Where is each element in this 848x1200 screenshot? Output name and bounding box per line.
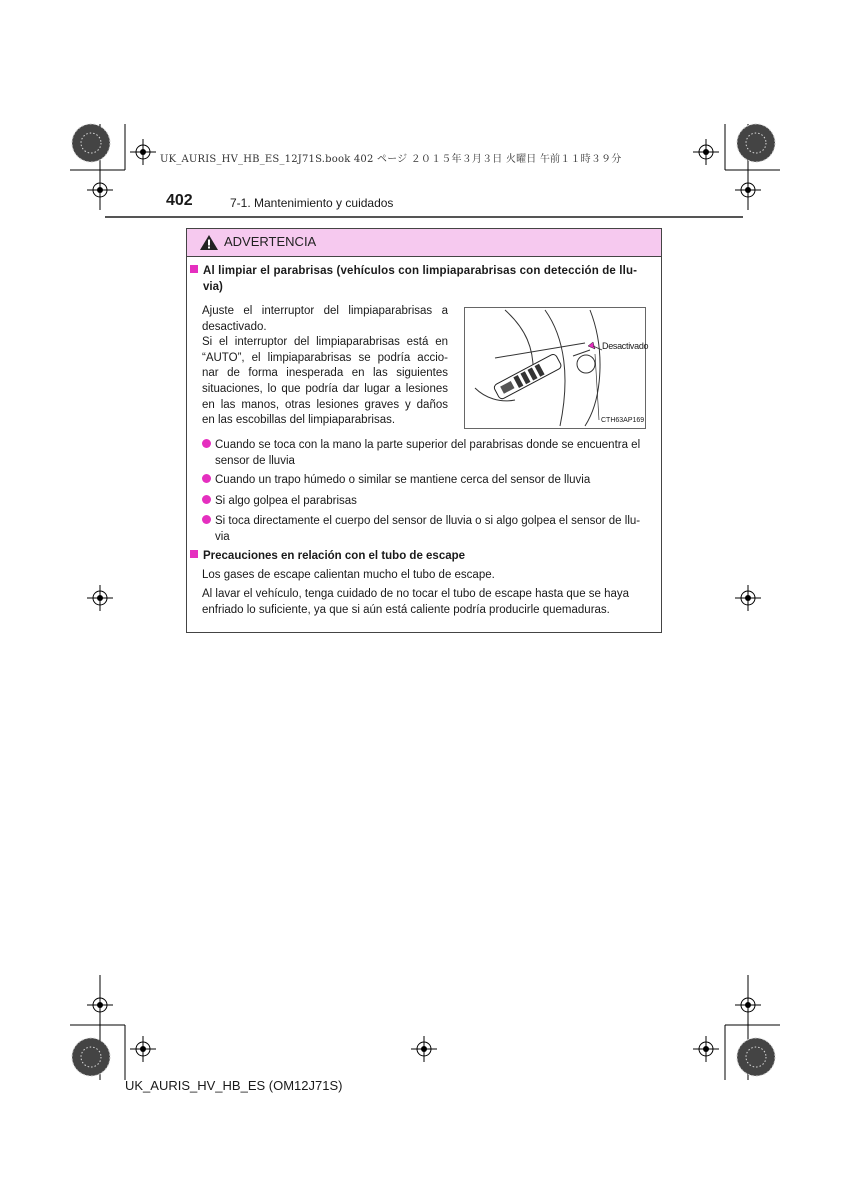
round-bullet-icon: [202, 495, 211, 504]
topic-exhaust: [190, 549, 656, 618]
warning-triangle-icon: [199, 234, 219, 251]
exhaust-paragraph-2: Al lavar el vehículo, tenga cuidado de no tocar el tubo de escape hasta que se haya enfriado lo suficiente, ya que si aún está caliente podría producirle quemaduras.: [202, 588, 630, 616]
warning-header: [187, 229, 661, 257]
topic-paragraph: Ajuste el interruptor del limpiaparabrisas a desactivado. Si el interruptor del limpiaparabrisas está en “AUTO”, el limpiaparabrisas se podría accio- nar de forma inesperada en las siguientes situaciones, lo que podría dar lugar a lesiones en las manos, otras lesiones graves y daños en las escobillas del limpiaparabrisas.: [202, 305, 448, 427]
print-info-line: UK_AURIS_HV_HB_ES_12J71S.book 402 ページ ２０１５年３月３日 火曜日 午前１１時３９分: [160, 154, 622, 165]
list-item: Cuando se toca con la mano la parte superior del parabrisas donde se encuentra el sensor de lluvia: [202, 438, 662, 469]
page-number: 402: [166, 192, 193, 209]
square-bullet-icon: [190, 550, 198, 558]
round-bullet-icon: [202, 474, 211, 483]
list-item: Si toca directamente el cuerpo del sensor de lluvia o si algo golpea el sensor de llu- via: [202, 514, 662, 545]
round-bullet-icon: [202, 439, 211, 448]
header-rule: [105, 216, 743, 218]
warning-title: ADVERTENCIA: [224, 234, 317, 249]
wiper-switch-figure: [464, 307, 649, 429]
figure-label: Desactivado: [602, 341, 649, 351]
list-item: Si algo golpea el parabrisas: [202, 494, 662, 510]
document-footer: UK_AURIS_HV_HB_ES (OM12J71S): [125, 1078, 343, 1093]
wiper-lever-illustration: [465, 308, 645, 428]
bullet-list: [202, 438, 662, 546]
round-bullet-icon: [202, 515, 211, 524]
topic-heading: Precauciones en relación con el tubo de escape: [190, 549, 656, 565]
exhaust-paragraph-1: Los gases de escape calientan mucho el tubo de escape.: [202, 568, 495, 581]
list-item: Cuando un trapo húmedo o similar se mantiene cerca del sensor de lluvia: [202, 473, 662, 489]
figure-code: CTH63AP169: [601, 417, 645, 424]
section-title: 7-1. Mantenimiento y cuidados: [230, 196, 394, 210]
topic-heading: Al limpiar el parabrisas (vehículos con limpiaparabrisas con detección de llu- via): [190, 264, 656, 295]
square-bullet-icon: [190, 265, 198, 273]
